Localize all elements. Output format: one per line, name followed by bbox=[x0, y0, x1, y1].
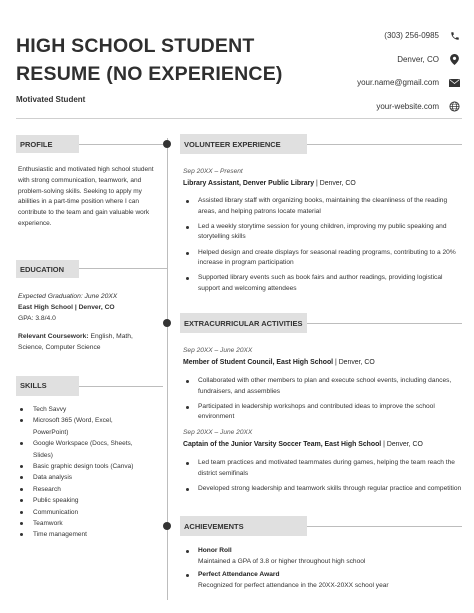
extracurricular-role-location: | Denver, CO bbox=[333, 359, 375, 366]
achievements-heading-line bbox=[307, 526, 462, 527]
extracurricular-bullets bbox=[183, 458, 465, 494]
resume-title-line2: RESUME (NO EXPERIENCE) bbox=[16, 63, 283, 85]
education-section bbox=[18, 291, 158, 353]
extracurricular-bullet: Participated in leadership workshops and contributed ideas to improve the school environment bbox=[183, 402, 465, 423]
achievements-heading: ACHIEVEMENTS bbox=[180, 516, 307, 536]
profile-heading-line bbox=[79, 144, 163, 145]
envelope-icon bbox=[449, 77, 460, 88]
achievement-item bbox=[183, 570, 465, 591]
education-expected: Expected Graduation: June 20XX bbox=[18, 293, 118, 300]
phone-icon bbox=[449, 30, 460, 41]
skill-item: Communication bbox=[18, 507, 148, 518]
achievement-title: Perfect Attendance Award bbox=[198, 571, 280, 579]
skill-item: Google Workspace (Docs, Sheets, bbox=[18, 438, 148, 449]
education-gpa: GPA: 3.8/4.0 bbox=[18, 315, 56, 323]
contact-website: your-website.com bbox=[376, 101, 439, 111]
header-divider bbox=[16, 118, 462, 119]
volunteer-heading-line bbox=[307, 144, 462, 145]
contact-phone: (303) 256-0985 bbox=[384, 31, 439, 41]
skill-item: Teamwork bbox=[18, 518, 148, 529]
contact-website-row bbox=[260, 95, 460, 119]
education-heading-line bbox=[79, 268, 168, 269]
education-school: East High School | Denver, CO bbox=[18, 304, 115, 312]
extracurricular-date: Sep 20XX – June 20XX bbox=[183, 347, 253, 354]
extracurricular-bullet: Developed strong leadership and teamwork skills through regular practice and competition bbox=[183, 484, 465, 495]
skill-item: PowerPoint) bbox=[33, 428, 69, 436]
extracurricular-heading: EXTRACURRICULAR ACTIVITIES bbox=[180, 313, 307, 333]
location-pin-icon bbox=[449, 54, 460, 65]
resume-title bbox=[16, 32, 283, 88]
volunteer-role-location: | Denver, CO bbox=[314, 180, 356, 187]
achievements-list bbox=[183, 546, 465, 591]
volunteer-role-title: Library Assistant, Denver Public Library bbox=[183, 180, 315, 187]
extracurricular-role-location: | Denver, CO bbox=[381, 441, 423, 448]
volunteer-heading: VOLUNTEER EXPERIENCE bbox=[180, 134, 307, 154]
extracurricular-date: Sep 20XX – June 20XX bbox=[183, 429, 253, 436]
timeline-dot-profile bbox=[163, 140, 171, 148]
resume-subtitle: Motivated Student bbox=[16, 95, 86, 104]
volunteer-role bbox=[183, 178, 465, 190]
education-heading: EDUCATION bbox=[16, 260, 79, 278]
volunteer-bullet: Helped design and create displays for seasonal reading programs, contributing to a 20% increase in program participation bbox=[183, 248, 465, 269]
skill-item: Time management bbox=[18, 529, 148, 540]
extracurricular-role bbox=[183, 439, 465, 451]
extracurricular-bullet: Led team practices and motivated teammates during games, helping the team reach the district semifinals bbox=[183, 458, 465, 479]
contact-email: your.name@gmail.com bbox=[357, 78, 439, 88]
contact-location-row bbox=[260, 48, 460, 72]
volunteer-bullet: Assisted library staff with organizing books, maintaining the cleanliness of the reading areas, and helping patrons locate material bbox=[183, 196, 465, 217]
timeline-dot-extracurricular bbox=[163, 319, 171, 327]
volunteer-bullet: Supported library events such as book fairs and author readings, providing logistical support and welcoming attendees bbox=[183, 273, 465, 294]
achievement-title: Honor Roll bbox=[198, 547, 232, 554]
skill-item: Basic graphic design tools (Canva) bbox=[18, 461, 148, 472]
coursework-text: English, Math, Science, Computer Science bbox=[18, 332, 133, 351]
resume-title-line1: HIGH SCHOOL STUDENT bbox=[16, 35, 255, 57]
extracurricular-heading-line bbox=[307, 323, 462, 324]
extracurricular-bullets bbox=[183, 376, 465, 423]
achievement-item bbox=[183, 546, 465, 567]
achievements-section bbox=[183, 546, 465, 596]
achievement-desc: Recognized for perfect attendance in the 20XX-20XX school year bbox=[198, 581, 389, 589]
volunteer-bullets bbox=[183, 196, 465, 295]
skill-item: Data analysis bbox=[18, 472, 148, 483]
extracurricular-section-2 bbox=[183, 427, 465, 499]
skill-item: Research bbox=[18, 484, 148, 495]
profile-text: Enthusiastic and motivated high school student with strong communication, teamwork, and problem-solving skills. Seeking to apply my abilities in a part-time position where I can contribute to the team and gain valuable work experience. bbox=[18, 166, 154, 227]
skill-item: Public speaking bbox=[18, 495, 148, 506]
extracurricular-section-1 bbox=[183, 345, 465, 428]
coursework-label: Relevant Coursework: bbox=[18, 332, 89, 340]
extracurricular-role-title: Member of Student Council, East High School bbox=[183, 359, 334, 366]
profile-heading: PROFILE bbox=[16, 135, 79, 153]
contact-email-row bbox=[260, 71, 460, 95]
globe-icon bbox=[449, 101, 460, 112]
skill-item: Tech Savvy bbox=[18, 404, 148, 415]
extracurricular-role-title: Captain of the Junior Varsity Soccer Team, East High School bbox=[183, 441, 382, 448]
skills-heading-line bbox=[79, 386, 163, 387]
volunteer-date: Sep 20XX – Present bbox=[183, 168, 243, 175]
volunteer-bullet: Led a weekly storytime session for young children, improving my public speaking and storytelling skills bbox=[183, 222, 465, 243]
extracurricular-role bbox=[183, 357, 465, 369]
contact-block bbox=[260, 24, 460, 118]
education-coursework bbox=[18, 331, 158, 353]
skills-list bbox=[18, 404, 148, 541]
achievement-desc: Maintained a GPA of 3.8 or higher throughout high school bbox=[198, 557, 366, 565]
skill-item: Slides) bbox=[33, 451, 53, 459]
timeline-dot-achievements bbox=[163, 522, 171, 530]
extracurricular-bullet: Collaborated with other members to plan and execute school events, including dances, fundraisers, and assemblies bbox=[183, 376, 465, 397]
skill-item: Microsoft 365 (Word, Excel, bbox=[18, 415, 148, 426]
contact-location: Denver, CO bbox=[397, 54, 439, 64]
timeline-line bbox=[167, 138, 168, 600]
skills-heading: SKILLS bbox=[16, 376, 79, 396]
contact-phone-row bbox=[260, 24, 460, 48]
volunteer-section bbox=[183, 166, 465, 299]
